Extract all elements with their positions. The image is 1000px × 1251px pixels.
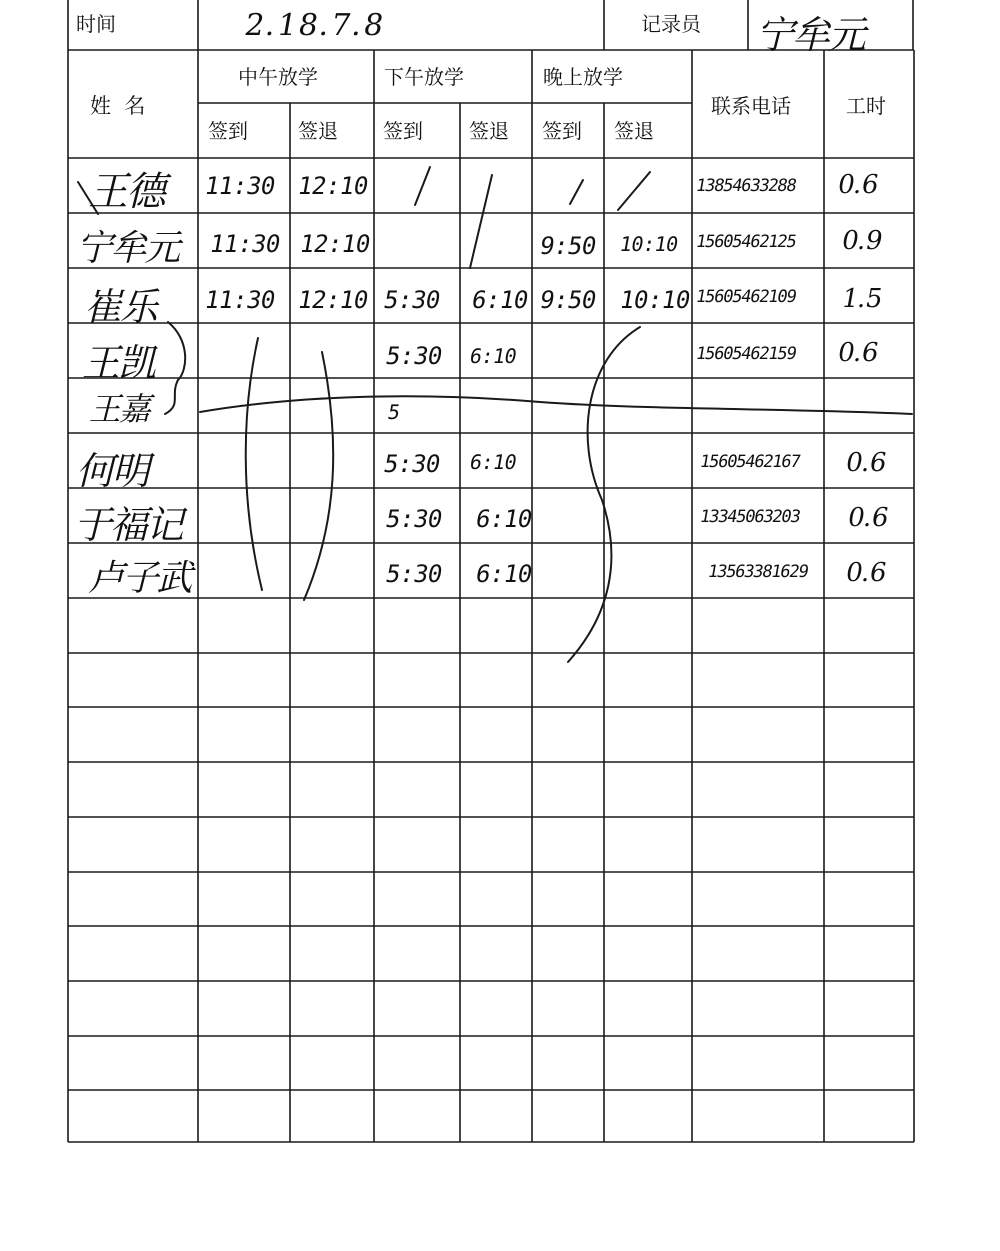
row-afternoon-sign-out: 6:10 (467, 450, 519, 474)
row-phone: 13563381629 (706, 562, 810, 582)
row-phone: 15605462125 (694, 232, 798, 252)
row-evening-sign-in: 9:50 (537, 286, 599, 314)
recorder-label: 记录员 (641, 12, 701, 36)
evening-sign-in-header: 签到 (542, 119, 582, 143)
row-afternoon-sign-out: 6:10 (469, 286, 531, 314)
row-phone: 15605462167 (698, 452, 802, 472)
row-name: 于福记 (71, 503, 191, 547)
phone-column-header: 联系电话 (711, 94, 791, 118)
name-column-header: 姓 名 (90, 94, 146, 118)
crossout-horizontal-stroke (200, 396, 912, 414)
row-phone: 13854633288 (694, 176, 798, 196)
row-name: 崔乐 (81, 285, 165, 329)
row-noon-sign-in: 11:30 (207, 230, 283, 258)
row-evening-sign-out: 10:10 (617, 232, 680, 256)
row-noon-sign-out: 12:10 (295, 286, 371, 314)
date-value: 2.18.7.8 (241, 8, 389, 43)
slash-stroke (470, 175, 492, 268)
recorder-value: 宁牟元 (753, 13, 873, 57)
row-afternoon-sign-in: 5:30 (383, 342, 445, 370)
time-label: 时间 (76, 12, 116, 36)
noon-sign-out-header: 签退 (298, 119, 338, 143)
row-noon-sign-in: 11:30 (202, 286, 278, 314)
row-noon-sign-in: 11:30 (202, 172, 278, 200)
evening-dismissal-header: 晚上放学 (543, 65, 623, 89)
bracket-stroke (165, 322, 185, 414)
row-afternoon-sign-in: 5:30 (381, 286, 443, 314)
slash-stroke (570, 180, 583, 204)
afternoon-dismissal-header: 下午放学 (384, 65, 464, 89)
evening-sign-out-header: 签退 (614, 119, 654, 143)
afternoon-sign-in-header: 签到 (383, 119, 423, 143)
row-hours: 0.9 (839, 226, 885, 256)
row-name: 宁牟元 (74, 228, 187, 269)
row-name: 卢子武 (86, 558, 199, 599)
row-phone: 13345063203 (698, 507, 802, 527)
row-afternoon-sign-in: 5 (385, 400, 402, 424)
row-hours: 0.6 (845, 503, 891, 533)
row-name: 王德 (85, 169, 173, 215)
row-hours: 1.5 (839, 284, 885, 314)
hours-column-header: 工时 (846, 94, 886, 118)
row-hours: 0.6 (843, 448, 889, 478)
slash-stroke (618, 172, 650, 210)
row-hours: 0.6 (843, 558, 889, 588)
row-evening-sign-in: 9:50 (537, 232, 599, 260)
row-name: 王凯 (79, 341, 163, 385)
noon-sign-in-header: 签到 (208, 119, 248, 143)
row-afternoon-sign-in: 5:30 (383, 505, 445, 533)
row-name: 王嘉 (86, 390, 157, 428)
row-afternoon-sign-in: 5:30 (381, 450, 443, 478)
row-name: 何明 (73, 449, 157, 493)
row-noon-sign-out: 12:10 (295, 172, 371, 200)
row-afternoon-sign-out: 6:10 (467, 344, 519, 368)
row-phone: 15605462159 (694, 344, 798, 364)
row-afternoon-sign-in: 5:30 (383, 560, 445, 588)
crossout-stroke-noon-out (304, 352, 333, 600)
crossout-stroke-noon-in (246, 338, 262, 590)
slash-stroke (415, 167, 430, 205)
row-evening-sign-out: 10:10 (617, 286, 693, 314)
afternoon-sign-out-header: 签退 (469, 119, 509, 143)
row-afternoon-sign-out: 6:10 (473, 505, 535, 533)
row-hours: 0.6 (835, 338, 881, 368)
row-noon-sign-out: 12:10 (297, 230, 373, 258)
row-afternoon-sign-out: 6:10 (473, 560, 535, 588)
row-phone: 15605462109 (694, 287, 798, 307)
noon-dismissal-header: 中午放学 (238, 65, 318, 89)
row-hours: 0.6 (835, 170, 881, 200)
